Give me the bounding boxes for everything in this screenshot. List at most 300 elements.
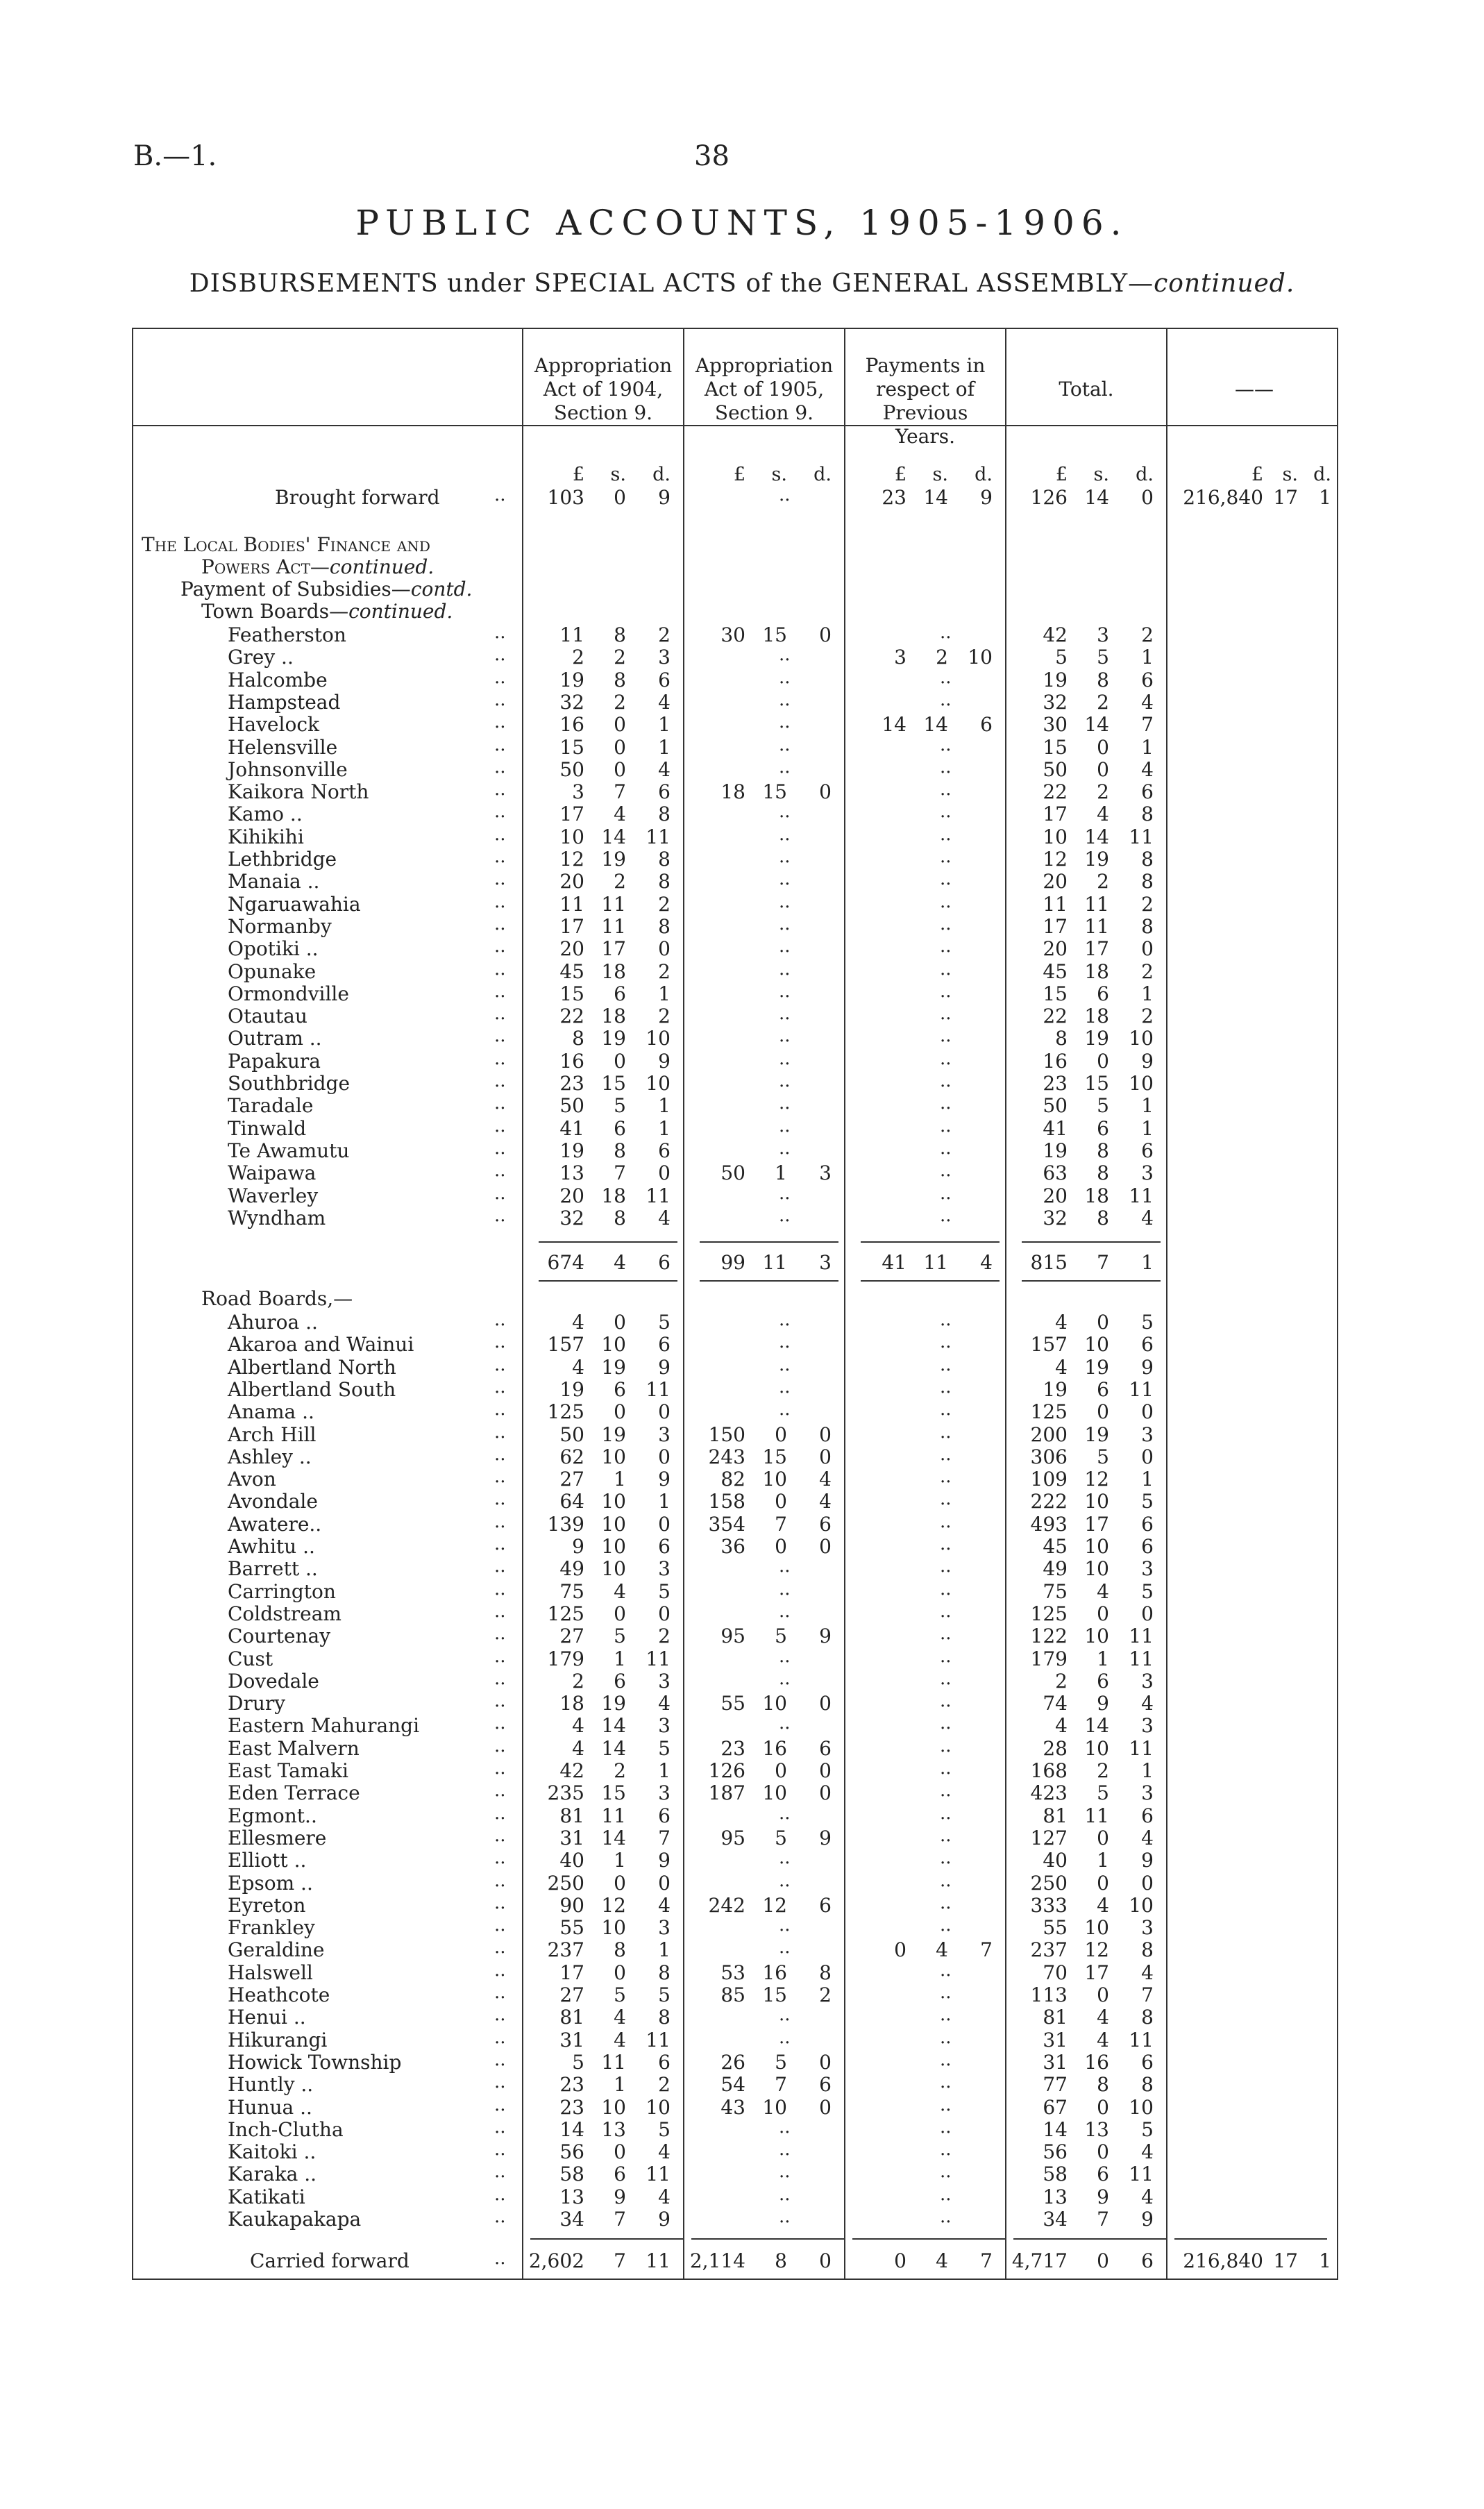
town-subtotal-underline-col4 [1022, 1280, 1161, 1282]
road-board-row-dots: .. [494, 1309, 506, 1330]
town-board-row-c1-shillings: 11 [601, 893, 626, 916]
town-board-row-c2-ditto: .. [779, 801, 791, 822]
road-board-row-total-shillings: 5 [1097, 1445, 1109, 1468]
town-board-row-c1-pounds: 10 [559, 825, 584, 848]
road-board-row-c1-shillings: 0 [614, 1311, 626, 1334]
road-board-row-total-shillings: 10 [1084, 1737, 1109, 1760]
road-board-row-total-shillings: 12 [1084, 1468, 1109, 1491]
road-board-row-dots: .. [494, 2004, 506, 2025]
town-board-row-c1-pence: 1 [658, 713, 671, 736]
road-board-row-dots: .. [494, 1758, 506, 1779]
town-board-row-total-pence: 11 [1129, 1184, 1154, 1207]
town-board-row-total-pounds: 19 [1043, 669, 1068, 691]
road-board-row-total-shillings: 10 [1084, 1535, 1109, 1558]
town-board-row-c1-pence: 8 [658, 870, 671, 893]
road-board-row-total-pounds: 2 [1055, 1670, 1068, 1693]
town-board-row-c1-shillings: 11 [601, 915, 626, 938]
town-board-row-total-pence: 6 [1141, 669, 1154, 691]
town-board-row-name: Te Awamutu [228, 1139, 350, 1162]
town-board-row-c1-pounds: 17 [559, 803, 584, 825]
road-board-row-c1-pounds: 64 [559, 1490, 584, 1513]
road-board-row-c2-ditto: .. [779, 1870, 791, 1891]
road-board-row-name: Epsom .. [228, 1872, 313, 1895]
town-board-row-total-pounds: 5 [1055, 646, 1068, 669]
col-divider-5 [1166, 328, 1167, 2280]
carried-forward-col4-shillings: 0 [1097, 2249, 1109, 2272]
road-board-row-dots: .. [494, 1354, 506, 1375]
town-board-row-c1-pence: 1 [658, 736, 671, 759]
unit-pound-col4: £ [1055, 464, 1068, 485]
road-board-row-total-pounds: 113 [1030, 1983, 1068, 2006]
road-board-row-c3-ditto: .. [940, 1534, 952, 1554]
road-board-row-name: Huntly .. [228, 2073, 314, 2096]
town-board-row-c2-ditto: .. [779, 936, 791, 957]
unit-pence-col1: d. [652, 464, 671, 485]
road-board-row-total-pounds: 333 [1030, 1894, 1068, 1917]
road-board-row-total-pence: 5 [1141, 1311, 1154, 1334]
town-board-row-dots: .. [494, 735, 506, 755]
town-board-row-dots: .. [494, 1138, 506, 1159]
town-board-row-c1-pence: 1 [658, 1117, 671, 1140]
road-board-row-c1-pounds: 34 [559, 2208, 584, 2231]
town-board-row-c1-shillings: 4 [614, 803, 626, 825]
road-board-row-total-shillings: 19 [1084, 1356, 1109, 1379]
road-board-row-name: Henui .. [228, 2006, 306, 2029]
road-board-row-dots: .. [494, 1511, 506, 1532]
town-board-row-c2-pounds: 50 [720, 1161, 745, 1184]
road-board-row-c3-pence: 7 [980, 1938, 993, 1961]
road-board-row-name: Cust [228, 1647, 273, 1670]
road-board-row-name: Inch-Clutha [228, 2118, 344, 2141]
road-board-row-c1-pence: 0 [658, 1872, 671, 1895]
road-board-row-total-pounds: 34 [1043, 2208, 1068, 2231]
town-board-row-dots: .. [494, 1093, 506, 1114]
road-board-row-c2-shillings: 5 [775, 1827, 787, 1849]
road-board-row-c2-shillings: 10 [762, 1781, 787, 1804]
town-board-row-c3-ditto: .. [940, 914, 952, 934]
town-subtotal-col3-shillings: 11 [923, 1251, 948, 1274]
road-board-row-dots: .. [494, 1713, 506, 1734]
road-board-row-c2-shillings: 0 [775, 1423, 787, 1446]
road-board-row-c3-ditto: .. [940, 1309, 952, 1330]
town-board-row-c3-pounds: 3 [894, 646, 907, 669]
road-board-row-c3-ditto: .. [940, 1466, 952, 1487]
road-board-row-c1-pounds: 50 [559, 1423, 584, 1446]
carried-forward-col2-pounds: 2,114 [689, 2249, 745, 2272]
town-board-row-name: Normanby [228, 915, 332, 938]
town-board-row-total-pence: 10 [1129, 1027, 1154, 1050]
road-board-row-c2-shillings: 15 [762, 1983, 787, 2006]
town-board-row-c1-pence: 11 [646, 1184, 671, 1207]
road-board-row-c2-pounds: 53 [720, 1961, 745, 1984]
road-board-row-name: Eastern Mahurangi [228, 1714, 420, 1737]
road-board-row-c1-pence: 4 [658, 2140, 671, 2163]
unit-pound-col5: £ [1251, 464, 1263, 485]
road-board-row-c1-pence: 3 [658, 1714, 671, 1737]
town-board-row-c1-pence: 10 [646, 1072, 671, 1095]
road-board-row-c2-ditto: .. [779, 1915, 791, 1936]
road-board-row-c1-pounds: 42 [559, 1759, 584, 1782]
road-board-row-total-pence: 5 [1141, 1490, 1154, 1513]
town-board-row-name: Waverley [228, 1184, 319, 1207]
road-board-row-total-pence: 11 [1129, 1378, 1154, 1401]
brought-forward-col1-pence: 9 [658, 486, 671, 509]
town-board-row-name: Hampstead [228, 691, 341, 714]
road-board-row-dots: .. [494, 1579, 506, 1600]
road-board-row-total-pounds: 157 [1030, 1333, 1068, 1356]
road-board-row-name: Avon [228, 1468, 276, 1491]
road-board-row-c3-ditto: .. [940, 2139, 952, 2160]
town-board-row-c3-ditto: .. [940, 868, 952, 889]
road-board-row-c1-pence: 3 [658, 1423, 671, 1446]
town-board-row-c3-ditto: .. [940, 689, 952, 710]
road-board-row-total-shillings: 6 [1097, 1378, 1109, 1401]
road-board-row-name: Elliott .. [228, 1849, 307, 1872]
road-board-row-c1-pounds: 14 [559, 2118, 584, 2141]
section-heading-act-cont [201, 555, 434, 578]
town-subtotal-col1-shillings: 4 [614, 1251, 626, 1274]
town-board-row-c3-shillings: 2 [936, 646, 948, 669]
town-board-row-c3-ditto: .. [940, 667, 952, 688]
road-board-row-dots: .. [494, 1893, 506, 1913]
town-board-row-total-shillings: 15 [1084, 1072, 1109, 1095]
road-board-row-c1-pounds: 27 [559, 1468, 584, 1491]
carried-forward-dots: .. [494, 2248, 506, 2269]
road-board-row-name: Ashley .. [228, 1445, 312, 1468]
subtitle-continued: continued. [1154, 269, 1295, 298]
town-board-row-name: Otautau [228, 1005, 307, 1027]
town-board-row-c1-pence: 11 [646, 825, 671, 848]
carried-forward-col1-shillings: 7 [614, 2249, 626, 2272]
town-board-row-c3-ditto: .. [940, 1160, 952, 1181]
town-board-row-c1-shillings: 0 [614, 1050, 626, 1073]
town-board-row-total-shillings: 8 [1097, 1207, 1109, 1230]
road-board-row-c2-ditto: .. [779, 1847, 791, 1868]
road-board-row-c2-pounds: 82 [720, 1468, 745, 1491]
road-board-row-name: Ellesmere [228, 1827, 327, 1849]
town-board-row-c1-pounds: 11 [559, 893, 584, 916]
unit-pence-col2: d. [813, 464, 832, 485]
town-board-row-c2-ditto: .. [779, 846, 791, 867]
road-board-row-c2-ditto: .. [779, 2004, 791, 2025]
road-board-row-c1-shillings: 0 [614, 1602, 626, 1625]
road-board-row-dots: .. [494, 1534, 506, 1554]
road-board-row-c3-ditto: .. [940, 1690, 952, 1711]
road-board-row-c3-ditto: .. [940, 2072, 952, 2092]
town-board-row-total-pence: 4 [1141, 758, 1154, 781]
town-board-row-name: Manaia .. [228, 870, 320, 893]
carried-forward-rule-col3 [852, 2238, 1005, 2240]
road-board-row-total-pence: 4 [1141, 2185, 1154, 2208]
road-board-row-total-pence: 5 [1141, 2118, 1154, 2141]
town-board-row-total-shillings: 8 [1097, 669, 1109, 691]
road-board-row-total-pence: 3 [1141, 1714, 1154, 1737]
road-board-row-c2-pence: 0 [819, 1535, 832, 1558]
road-board-row-total-pounds: 74 [1043, 1692, 1068, 1715]
town-board-row-c3-ditto: .. [940, 936, 952, 957]
road-board-row-name: Kaukapakapa [228, 2208, 362, 2231]
town-board-row-name: Lethbridge [228, 848, 337, 871]
town-board-row-c1-pounds: 17 [559, 915, 584, 938]
unit-shilling-col3: s. [932, 464, 948, 485]
road-board-row-name: Hikurangi [228, 2029, 328, 2051]
road-board-row-c2-pounds: 54 [720, 2073, 745, 2096]
town-board-row-total-pounds: 16 [1043, 1050, 1068, 1073]
subsidies-italic: contd. [410, 578, 473, 601]
road-board-row-c1-shillings: 0 [614, 1872, 626, 1895]
town-board-row-c1-pence: 4 [658, 758, 671, 781]
road-board-row-c1-pence: 9 [658, 2208, 671, 2231]
town-board-row-c1-pence: 9 [658, 1050, 671, 1073]
town-board-row-dots: .. [494, 779, 506, 800]
road-board-row-c3-ditto: .. [940, 1488, 952, 1509]
road-board-row-total-pence: 6 [1141, 1804, 1154, 1827]
town-subtotal-col2-pounds: 99 [720, 1251, 745, 1274]
road-board-row-dots: .. [494, 1399, 506, 1420]
header-bottom-rule [132, 425, 1338, 426]
road-board-row-name: Geraldine [228, 1938, 325, 1961]
town-board-row-total-pence: 6 [1141, 1139, 1154, 1162]
road-board-row-c1-pence: 3 [658, 1670, 671, 1693]
road-board-row-c1-pence: 6 [658, 2051, 671, 2074]
road-board-row-c2-pence: 6 [819, 1894, 832, 1917]
road-board-row-c2-pounds: 187 [708, 1781, 745, 1804]
road-board-row-c1-shillings: 11 [601, 1804, 626, 1827]
town-board-row-total-shillings: 18 [1084, 960, 1109, 983]
road-board-row-c1-pounds: 19 [559, 1378, 584, 1401]
town-subtotal-col1-pounds: 674 [547, 1251, 584, 1274]
town-board-row-c1-pounds: 2 [572, 646, 584, 669]
brought-forward-col4-pounds: 126 [1030, 486, 1068, 509]
town-board-row-c1-pence: 2 [658, 1005, 671, 1027]
road-board-row-dots: .. [494, 1444, 506, 1465]
town-board-row-total-shillings: 2 [1097, 870, 1109, 893]
town-board-row-c1-pounds: 20 [559, 870, 584, 893]
town-board-row-c1-shillings: 19 [601, 1027, 626, 1050]
road-board-row-total-pounds: 31 [1043, 2051, 1068, 2074]
col-header-dash: —— [1235, 378, 1274, 401]
road-board-row-c3-ditto: .. [940, 1511, 952, 1532]
town-board-row-dots: .. [494, 1116, 506, 1136]
town-board-row-dots: .. [494, 1003, 506, 1024]
road-board-row-c2-shillings: 0 [775, 1759, 787, 1782]
col-header-total: Total. [1059, 378, 1114, 401]
road-board-row-total-pounds: 4 [1055, 1714, 1068, 1737]
town-board-row-c1-pounds: 8 [572, 1027, 584, 1050]
road-board-row-total-pence: 8 [1141, 2073, 1154, 2096]
road-board-row-name: Drury [228, 1692, 286, 1715]
town-board-row-total-pounds: 17 [1043, 915, 1068, 938]
town-board-row-total-shillings: 17 [1084, 937, 1109, 960]
road-board-row-c3-ditto: .. [940, 1354, 952, 1375]
town-board-row-c1-pence: 6 [658, 669, 671, 691]
town-board-row-c3-ditto: .. [940, 1048, 952, 1069]
section-heading-town-boards [201, 600, 453, 623]
town-board-row-c1-pounds: 12 [559, 848, 584, 871]
road-board-row-total-shillings: 10 [1084, 1916, 1109, 1939]
road-board-row-c3-shillings: 4 [936, 1938, 948, 1961]
town-subtotal-col2-shillings: 11 [762, 1251, 787, 1274]
town-board-row-c3-ditto: .. [940, 1205, 952, 1226]
road-board-row-c1-pounds: 139 [547, 1513, 584, 1536]
carried-forward-rule-col2 [691, 2238, 844, 2240]
road-board-row-dots: .. [494, 1488, 506, 1509]
road-board-row-name: Albertland South [228, 1378, 396, 1401]
road-board-row-total-pence: 4 [1141, 1827, 1154, 1849]
road-board-row-total-pounds: 125 [1030, 1400, 1068, 1423]
road-board-row-dots: .. [494, 2072, 506, 2092]
road-board-row-c1-pounds: 40 [559, 1849, 584, 1872]
town-subtotal-underline-col1 [539, 1280, 677, 1282]
road-board-row-total-pence: 11 [1129, 1737, 1154, 1760]
town-board-row-c1-pounds: 50 [559, 758, 584, 781]
section-heading-act: The Local Bodies' Finance and [142, 533, 430, 556]
town-board-row-c1-pence: 8 [658, 915, 671, 938]
road-board-row-c3-ditto: .. [940, 1556, 952, 1577]
town-board-row-total-shillings: 19 [1084, 1027, 1109, 1050]
road-board-row-c1-pounds: 62 [559, 1445, 584, 1468]
town-board-row-c3-ditto: .. [940, 1025, 952, 1046]
town-board-row-c3-pence: 10 [968, 646, 993, 669]
road-board-row-c3-ditto: .. [940, 1601, 952, 1622]
road-board-row-c1-pence: 11 [646, 1378, 671, 1401]
town-board-row-total-pence: 2 [1141, 893, 1154, 916]
town-board-row-total-pence: 8 [1141, 915, 1154, 938]
town-board-row-total-pounds: 32 [1043, 691, 1068, 714]
town-board-row-total-pence: 4 [1141, 691, 1154, 714]
road-board-row-c3-ditto: .. [940, 1758, 952, 1779]
town-board-row-total-pence: 1 [1141, 646, 1154, 669]
road-board-row-c1-shillings: 1 [614, 1647, 626, 1670]
road-board-row-c2-pounds: 26 [720, 2051, 745, 2074]
road-board-row-c3-ditto: .. [940, 1847, 952, 1868]
town-board-row-c1-pounds: 20 [559, 1184, 584, 1207]
road-board-row-name: Halswell [228, 1961, 313, 1984]
town-board-row-total-pounds: 50 [1043, 1094, 1068, 1117]
brought-forward-col3-shillings: 14 [923, 486, 948, 509]
road-board-row-c1-pence: 3 [658, 1916, 671, 1939]
road-board-row-total-pence: 3 [1141, 1557, 1154, 1580]
town-board-row-total-pence: 1 [1141, 1094, 1154, 1117]
road-board-row-name: Avondale [228, 1490, 318, 1513]
town-board-row-c2-ditto: .. [779, 1071, 791, 1091]
town-board-row-c3-ditto: .. [940, 846, 952, 867]
town-board-row-c3-pounds: 14 [882, 713, 907, 736]
town-board-row-c1-pounds: 32 [559, 691, 584, 714]
road-board-row-c1-shillings: 14 [601, 1827, 626, 1849]
road-board-row-dots: .. [494, 2206, 506, 2227]
town-board-row-c2-ditto: .. [779, 689, 791, 710]
town-board-row-c3-ditto: .. [940, 1071, 952, 1091]
town-board-row-c2-ditto: .. [779, 959, 791, 980]
road-board-row-c1-shillings: 8 [614, 1938, 626, 1961]
road-board-row-total-pounds: 179 [1030, 1647, 1068, 1670]
town-board-row-name: Kamo .. [228, 803, 303, 825]
carried-forward-col1-pounds: 2,602 [528, 2249, 584, 2272]
town-board-row-c3-ditto: .. [940, 1003, 952, 1024]
road-board-row-c1-shillings: 4 [614, 2029, 626, 2051]
town-board-row-c1-pounds: 11 [559, 623, 584, 646]
road-board-row-c3-ditto: .. [940, 1960, 952, 1981]
road-board-row-total-pounds: 56 [1043, 2140, 1068, 2163]
road-board-row-dots: .. [494, 2027, 506, 2048]
road-board-row-c2-pence: 0 [819, 1445, 832, 1468]
road-board-row-c1-shillings: 10 [601, 1333, 626, 1356]
carried-forward-rule-col4 [1013, 2238, 1166, 2240]
town-board-row-total-pounds: 19 [1043, 1139, 1068, 1162]
town-board-row-name: Opotiki .. [228, 937, 319, 960]
road-board-row-c1-pence: 0 [658, 1445, 671, 1468]
road-board-row-c2-shillings: 7 [775, 1513, 787, 1536]
road-board-row-c3-ditto: .. [940, 2184, 952, 2205]
town-board-row-c1-pence: 4 [658, 691, 671, 714]
road-board-row-total-pounds: 75 [1043, 1580, 1068, 1603]
road-board-row-c1-shillings: 10 [601, 2096, 626, 2119]
town-board-row-c1-pounds: 16 [559, 1050, 584, 1073]
road-board-row-c1-shillings: 0 [614, 1961, 626, 1984]
road-board-row-c1-pence: 1 [658, 1490, 671, 1513]
town-board-row-c1-pence: 2 [658, 960, 671, 983]
road-board-row-total-pounds: 40 [1043, 1849, 1068, 1872]
town-board-row-c1-pounds: 23 [559, 1072, 584, 1095]
town-board-row-total-shillings: 18 [1084, 1005, 1109, 1027]
town-board-row-name: Tinwald [228, 1117, 307, 1140]
town-board-row-c3-ditto: .. [940, 801, 952, 822]
table-top-rule [132, 328, 1338, 329]
road-board-row-c1-pounds: 235 [547, 1781, 584, 1804]
town-board-row-c2-ditto: .. [779, 914, 791, 934]
road-board-row-c2-shillings: 16 [762, 1961, 787, 1984]
town-board-row-c1-pence: 10 [646, 1027, 671, 1050]
town-board-row-c2-ditto: .. [779, 1093, 791, 1114]
town-board-row-total-shillings: 14 [1084, 713, 1109, 736]
road-board-row-dots: .. [494, 1870, 506, 1891]
town-board-row-c2-ditto: .. [779, 667, 791, 688]
road-board-row-total-pounds: 81 [1043, 1804, 1068, 1827]
town-board-row-c3-ditto: .. [940, 1183, 952, 1204]
road-board-row-c2-pence: 4 [819, 1468, 832, 1491]
town-board-row-total-pounds: 22 [1043, 780, 1068, 803]
town-board-row-c1-shillings: 8 [614, 623, 626, 646]
road-board-row-total-pence: 11 [1129, 2163, 1154, 2185]
road-board-row-c1-shillings: 4 [614, 2006, 626, 2029]
town-board-row-c1-pounds: 13 [559, 1161, 584, 1184]
road-board-row-c1-shillings: 2 [614, 1759, 626, 1782]
road-board-row-name: Dovedale [228, 1670, 319, 1693]
road-board-row-c2-pence: 9 [819, 1625, 832, 1647]
road-board-row-name: Awhitu .. [228, 1535, 315, 1558]
road-board-row-c2-pounds: 242 [708, 1894, 745, 1917]
road-board-row-c2-pence: 0 [819, 1692, 832, 1715]
road-board-row-dots: .. [494, 1915, 506, 1936]
road-board-row-total-pounds: 19 [1043, 1378, 1068, 1401]
town-board-row-total-shillings: 11 [1084, 893, 1109, 916]
road-board-row-c1-pounds: 125 [547, 1602, 584, 1625]
road-board-row-total-shillings: 14 [1084, 1714, 1109, 1737]
road-board-row-dots: .. [494, 1466, 506, 1487]
road-board-row-c1-pence: 4 [658, 1692, 671, 1715]
town-board-row-c2-ditto: .. [779, 1205, 791, 1226]
town-board-row-name: Opunake [228, 960, 317, 983]
road-board-row-c1-pounds: 49 [559, 1557, 584, 1580]
road-board-row-total-shillings: 1 [1097, 1647, 1109, 1670]
road-board-row-dots: .. [494, 1377, 506, 1398]
road-board-row-c2-ditto: .. [779, 2139, 791, 2160]
road-board-row-c1-pounds: 4 [572, 1356, 584, 1379]
town-board-row-total-pence: 9 [1141, 1050, 1154, 1073]
road-board-row-total-pounds: 81 [1043, 2006, 1068, 2029]
road-board-row-c1-pence: 7 [658, 1827, 671, 1849]
